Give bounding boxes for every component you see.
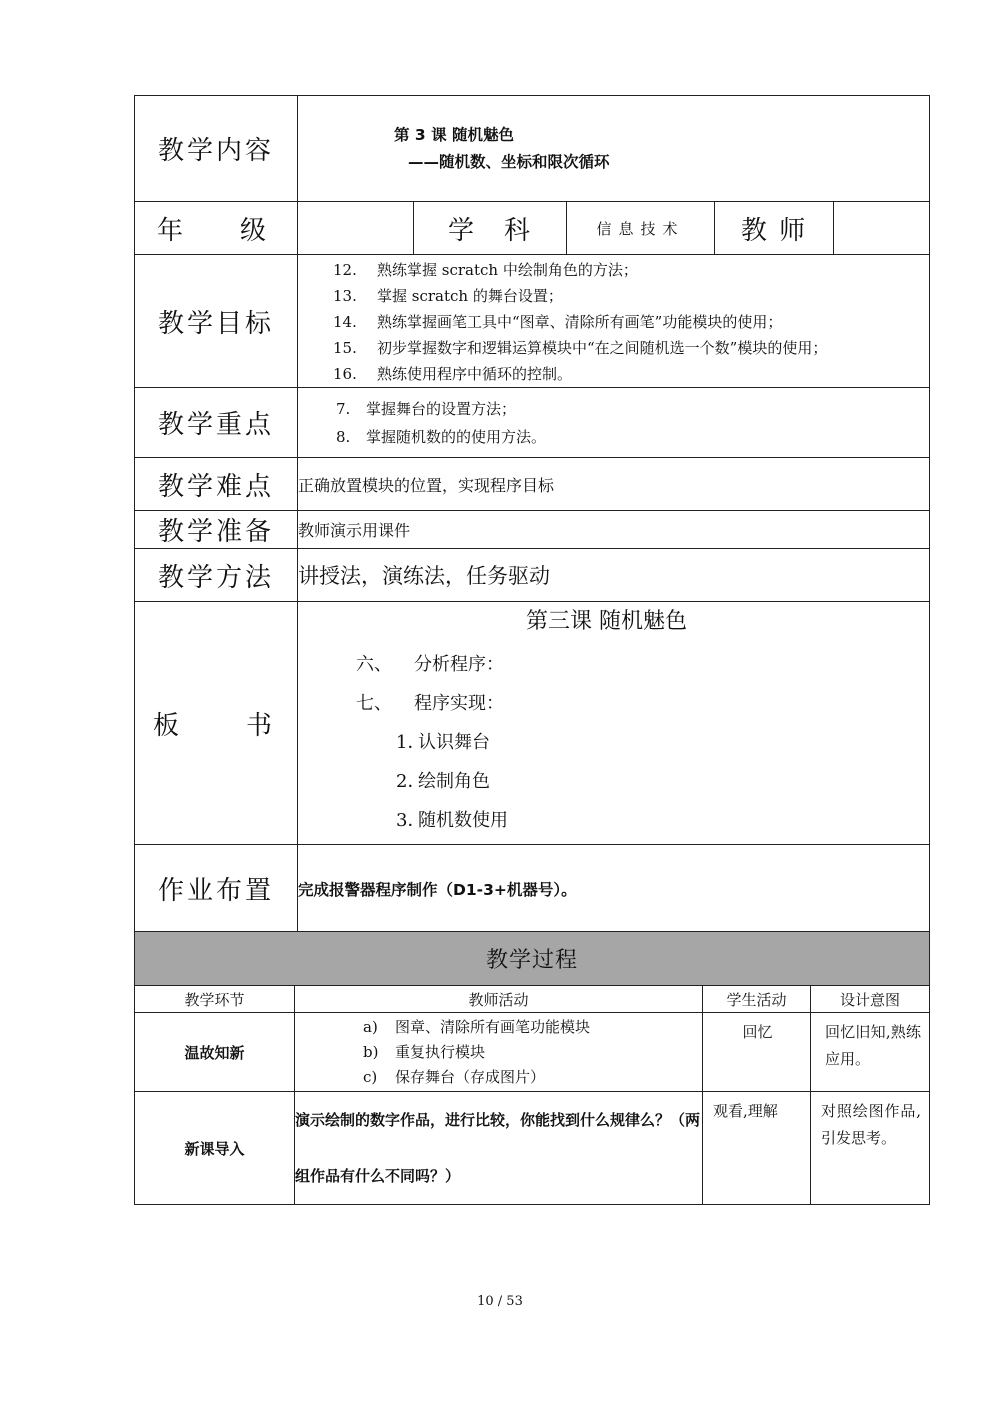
key-list — [298, 395, 929, 451]
homework-label: 作业布置 — [135, 845, 298, 933]
content-cell — [298, 96, 930, 202]
intent-cell: 回忆旧知,熟练应用。 — [811, 1013, 930, 1092]
teacher-activity-cell: 演示绘制的数字作品，进行比较，你能找到什么规律么？（两组作品有什么不同吗？） — [295, 1092, 703, 1205]
homework-row — [135, 845, 930, 933]
stage-cell: 新课导入 — [135, 1092, 295, 1205]
goals-label: 教学目标 — [135, 255, 298, 388]
goal-item: 16. 熟练使用程序中循环的控制。 — [333, 365, 573, 383]
col-header-intent: 设计意图 — [811, 986, 930, 1013]
intent-cell: 对照绘图作品,引发思考。 — [811, 1092, 930, 1205]
prep-label: 教学准备 — [135, 511, 298, 549]
subject-value: 信息技术 — [567, 202, 715, 255]
student-activity-cell: 回忆 — [703, 1013, 811, 1092]
teacher-value — [834, 202, 930, 255]
content-row — [135, 96, 930, 202]
grade-label-a: 年 — [157, 215, 187, 246]
difficulty-value: 正确放置模块的位置，实现程序目标 — [298, 458, 930, 511]
lesson-plan-table — [134, 95, 930, 933]
teacher-activity-item: b) 重复执行模块 — [363, 1042, 486, 1061]
process-row — [135, 1013, 930, 1092]
board-item: 七、 程序实现： — [356, 693, 504, 714]
teacher-activity-item: a) 图章、清除所有画笔功能模块 — [363, 1017, 591, 1036]
homework-value: 完成报警器程序制作（D1-3+机器号）。 — [298, 845, 930, 933]
difficulty-row — [135, 458, 930, 511]
key-cell — [298, 388, 930, 458]
board-label-b: 书 — [245, 710, 275, 741]
info-row — [135, 202, 930, 255]
board-row — [135, 602, 930, 845]
teacher-label-b: 师 — [779, 215, 808, 246]
board-subitem: 3．随机数使用 — [396, 810, 508, 831]
teacher-activity-list — [295, 1015, 702, 1090]
subject-label-b: 科 — [503, 215, 532, 246]
board-item: 六、 分析程序： — [356, 654, 504, 675]
grade-label — [135, 210, 297, 247]
subject-label-cell — [414, 202, 567, 255]
goals-cell — [298, 255, 930, 388]
col-header-stage: 教学环节 — [135, 986, 295, 1013]
process-row — [135, 1092, 930, 1205]
board-label-a: 板 — [153, 710, 183, 741]
subject-label-a: 学 — [447, 215, 476, 246]
key-label: 教学重点 — [135, 388, 298, 458]
student-activity-cell: 观看,理解 — [703, 1092, 811, 1205]
process-columns-row — [135, 986, 930, 1013]
teacher-label-a: 教 — [740, 215, 769, 246]
board-title: 第三课 随机魅色 — [526, 609, 687, 634]
page-number: 10 / 53 — [477, 1294, 523, 1309]
board-content — [298, 602, 929, 842]
process-title: 教学过程 — [135, 932, 930, 986]
goal-item: 12. 熟练掌握 scratch 中绘制角色的方法； — [333, 261, 638, 279]
goals-list — [298, 255, 929, 387]
col-header-teacher: 教师活动 — [295, 986, 703, 1013]
teacher-label — [715, 210, 833, 247]
board-label — [135, 705, 297, 742]
subject-label — [414, 210, 566, 247]
content-label: 教学内容 — [135, 96, 298, 202]
board-subitem: 1．认识舞台 — [396, 732, 490, 753]
col-header-student: 学生活动 — [703, 986, 811, 1013]
method-label: 教学方法 — [135, 549, 298, 602]
lesson-title: 第 3 课 随机魅色 — [394, 125, 514, 144]
key-row — [135, 388, 930, 458]
prep-row — [135, 511, 930, 549]
goal-item: 15. 初步掌握数字和逻辑运算模块中“在之间随机选一个数”模块的使用； — [333, 339, 828, 357]
goal-item: 13. 掌握 scratch 的舞台设置； — [333, 287, 563, 305]
process-table — [134, 931, 930, 1205]
board-cell — [298, 602, 930, 845]
teacher-activity-cell — [295, 1013, 703, 1092]
prep-value: 教师演示用课件 — [298, 511, 930, 549]
lesson-subtitle: ——随机数、坐标和限次循环 — [408, 152, 610, 171]
teacher-activity-item: c) 保存舞台（存成图片） — [363, 1067, 546, 1086]
difficulty-label: 教学难点 — [135, 458, 298, 511]
board-subitem: 2．绘制角色 — [396, 771, 490, 792]
grade-label-b: 级 — [239, 215, 269, 246]
goal-item: 14. 熟练掌握画笔工具中“图章、清除所有画笔”功能模块的使用； — [333, 313, 783, 331]
goals-row — [135, 255, 930, 388]
process-header-row — [135, 932, 930, 986]
method-value: 讲授法，演练法，任务驱动 — [298, 549, 930, 602]
teacher-label-cell — [715, 202, 834, 255]
method-row — [135, 549, 930, 602]
key-item: 8. 掌握随机数的的使用方法。 — [336, 427, 547, 446]
grade-label-cell — [135, 202, 298, 255]
key-item: 7. 掌握舞台的设置方法； — [336, 399, 517, 418]
board-label-cell — [135, 602, 298, 845]
stage-cell: 温故知新 — [135, 1013, 295, 1092]
grade-value — [298, 202, 414, 255]
